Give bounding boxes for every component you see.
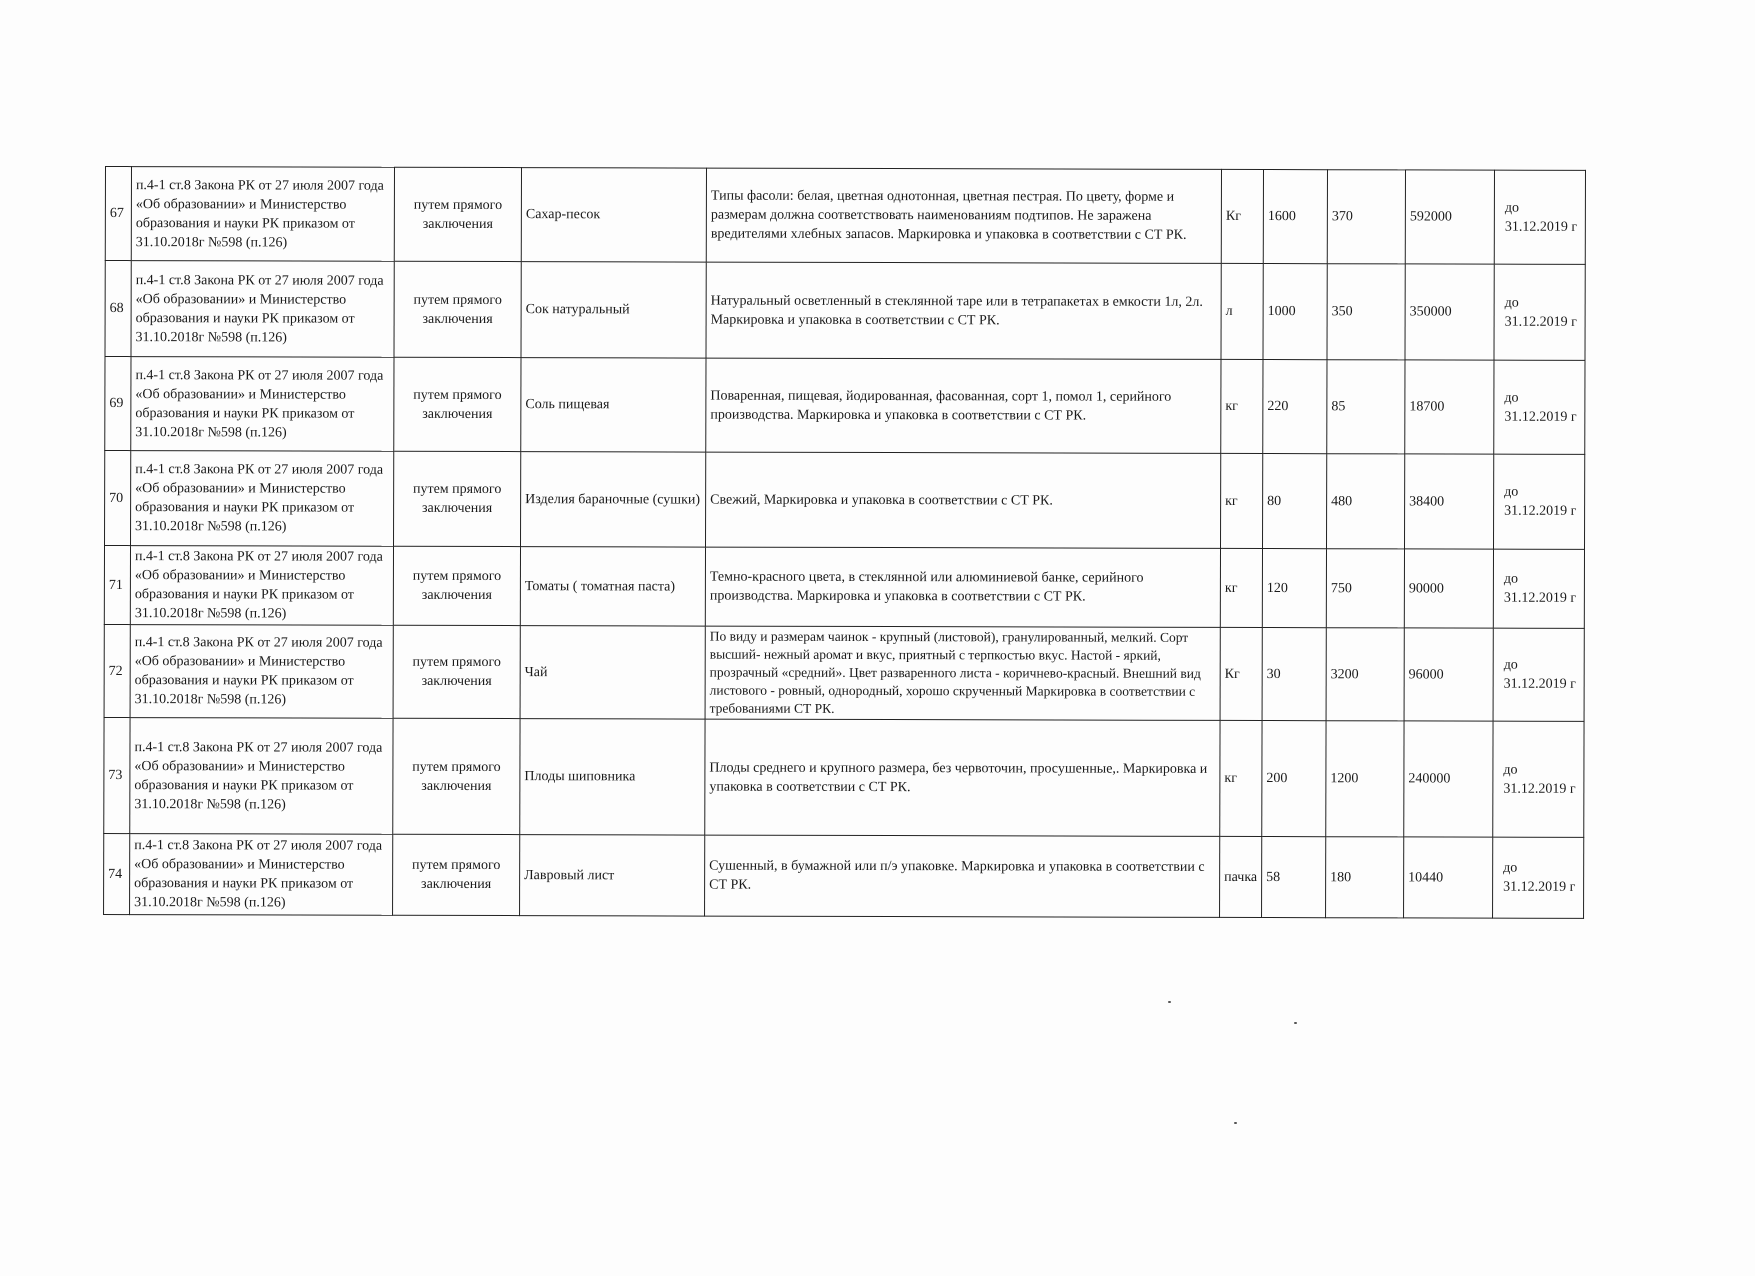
delivery-deadline [1493, 549, 1584, 628]
legal-basis: п.4-1 ст.8 Закона РК от 27 июля 2007 года «Об образовании» и Министерство образования и науки РК приказом от 31.10.2018г №598 (п.126) [131, 261, 394, 358]
quantity: 220 [1263, 360, 1327, 454]
unit-price: 3200 [1326, 628, 1404, 721]
legal-basis: п.4-1 ст.8 Закона РК от 27 июля 2007 года «Об образовании» и Министерство образования и науки РК приказом от 31.10.2018г №598 (п.126) [130, 546, 393, 626]
table-row [104, 624, 1584, 721]
row-number: 71 [104, 546, 130, 625]
procurement-method: путем прямого заключения [393, 718, 520, 834]
row-number: 73 [104, 717, 130, 833]
quantity: 30 [1262, 628, 1326, 721]
item-name: Соль пищевая [521, 358, 706, 452]
procurement-method: путем прямого заключения [393, 834, 520, 915]
unit-price: 1200 [1326, 721, 1404, 837]
total-amount: 592000 [1405, 170, 1494, 264]
row-number: 72 [104, 624, 130, 717]
legal-basis: п.4-1 ст.8 Закона РК от 27 июля 2007 года «Об образовании» и Министерство образования и науки РК приказом от 31.10.2018г №598 (п.126) [130, 718, 393, 835]
item-name: Чай [520, 626, 705, 719]
row-number: 70 [105, 451, 131, 546]
item-description: Натуральный осветленный в стеклянной таре или в тетрапакетах в емкости 1л, 2л. Маркировка и упаковка в соответствии с СТ РК. [706, 262, 1221, 359]
deadline-text: до 31.12.2019 г [1503, 860, 1576, 895]
scan-speck [1168, 1001, 1171, 1003]
procurement-method: путем прямого заключения [394, 357, 521, 451]
delivery-deadline [1494, 360, 1585, 454]
unit: л [1221, 263, 1263, 359]
unit-price: 750 [1326, 549, 1404, 628]
quantity: 80 [1263, 454, 1327, 549]
legal-basis: п.4-1 ст.8 Закона РК от 27 июля 2007 года «Об образовании» и Министерство образования и науки РК приказом от 31.10.2018г №598 (п.126) [131, 451, 394, 547]
delivery-deadline [1494, 170, 1585, 264]
item-description: По виду и размерам чаинок - крупный (листовой), гранулированный, мелкий. Сорт высший- нежный аромат и вкус, приятный с терпкостью вкус. Настой - яркий, прозрачный «средний». Цвет разваренного листа - коричнево-красный. Внешний вид листового - ровный, однородный, хорошо скрученный Маркировка в соответствии с требованиями СТ РК. [705, 626, 1220, 720]
total-amount: 90000 [1404, 549, 1493, 628]
table-row [104, 717, 1584, 837]
table-row [104, 546, 1584, 629]
scan-speck [1294, 1022, 1297, 1024]
procurement-method: путем прямого заключения [394, 261, 521, 357]
delivery-deadline [1493, 628, 1584, 721]
quantity: 200 [1262, 721, 1326, 837]
procurement-method: путем прямого заключения [393, 546, 520, 625]
item-name: Сок натуральный [521, 262, 706, 358]
item-name: Томаты ( томатная паста) [520, 547, 705, 626]
total-amount: 10440 [1404, 837, 1493, 918]
delivery-deadline [1494, 454, 1585, 549]
unit: кг [1220, 720, 1262, 836]
deadline-text: до 31.12.2019 г [1504, 200, 1578, 235]
row-number: 68 [105, 261, 131, 357]
item-description: Плоды среднего и крупного размера, без червоточин, просушенные,. Маркировка и упаковка в соответствии с СТ РК. [705, 719, 1220, 836]
scan-speck [1234, 1122, 1237, 1124]
item-name: Плоды шиповника [520, 719, 705, 835]
unit: кг [1220, 548, 1262, 627]
item-description: Поваренная, пищевая, йодированная, фасованная, сорт 1, помол 1, серийного производства. Маркировка и упаковка в соответствии с СТ РК. [706, 358, 1221, 453]
quantity: 120 [1262, 549, 1326, 628]
row-number: 69 [105, 357, 131, 451]
procurement-table [103, 166, 1586, 919]
unit-price: 85 [1327, 360, 1405, 454]
item-name: Лавровый лист [520, 835, 705, 916]
total-amount: 350000 [1405, 264, 1494, 360]
row-number: 67 [105, 167, 131, 261]
quantity: 58 [1262, 837, 1326, 918]
table-row [105, 167, 1585, 265]
table-row [105, 451, 1585, 550]
legal-basis: п.4-1 ст.8 Закона РК от 27 июля 2007 года «Об образовании» и Министерство образования и науки РК приказом от 31.10.2018г №598 (п.126) [131, 167, 394, 262]
legal-basis: п.4-1 ст.8 Закона РК от 27 июля 2007 года «Об образовании» и Министерство образования и науки РК приказом от 31.10.2018г №598 (п.126) [130, 625, 393, 719]
deadline-text: до 31.12.2019 г [1503, 762, 1576, 797]
delivery-deadline [1493, 721, 1584, 837]
unit-price: 370 [1327, 170, 1405, 264]
table-row [105, 357, 1585, 455]
delivery-deadline [1494, 264, 1585, 360]
deadline-text: до 31.12.2019 г [1503, 657, 1576, 692]
delivery-deadline [1493, 837, 1584, 918]
item-name: Изделия бараночные (сушки) [521, 452, 706, 547]
table-row [104, 833, 1584, 918]
deadline-text: до 31.12.2019 г [1504, 390, 1577, 425]
total-amount: 18700 [1405, 360, 1494, 454]
procurement-method: путем прямого заключения [394, 451, 521, 546]
legal-basis: п.4-1 ст.8 Закона РК от 27 июля 2007 года «Об образовании» и Министерство образования и науки РК приказом от 31.10.2018г №598 (п.126) [131, 357, 394, 452]
unit-price: 480 [1327, 454, 1405, 549]
unit: Кг [1220, 627, 1262, 720]
deadline-text: до 31.12.2019 г [1504, 295, 1577, 330]
total-amount: 96000 [1404, 628, 1493, 721]
unit: кг [1221, 359, 1263, 453]
item-description: Типы фасоли: белая, цветная однотонная, цветная пестрая. По цвету, форме и размерам должна соответствовать наименованиям подтипов. Не заражена вредителями хлебных запасов. Маркировка и упаковка в соответствии с СТ РК. [706, 168, 1221, 263]
unit: пачка [1220, 836, 1262, 917]
table-row [105, 261, 1585, 361]
item-name: Сахар-песок [521, 168, 706, 262]
procurement-method: путем прямого заключения [394, 167, 521, 261]
deadline-text: до 31.12.2019 г [1504, 484, 1577, 519]
item-description: Темно-красного цвета, в стеклянной или алюминиевой банке, серийного производства. Маркировка и упаковка в соответствии с СТ РК. [705, 547, 1220, 627]
quantity: 1000 [1263, 264, 1327, 360]
item-description: Сушенный, в бумажной или п/э упаковке. Маркировка и упаковка в соответствии с СТ РК. [705, 835, 1220, 917]
legal-basis: п.4-1 ст.8 Закона РК от 27 июля 2007 года «Об образовании» и Министерство образования и науки РК приказом от 31.10.2018г №598 (п.126) [130, 834, 393, 916]
total-amount: 240000 [1404, 721, 1493, 837]
unit-price: 180 [1326, 837, 1404, 918]
total-amount: 38400 [1405, 454, 1494, 549]
unit: кг [1221, 453, 1263, 548]
quantity: 1600 [1263, 170, 1327, 264]
unit-price: 350 [1327, 264, 1405, 360]
deadline-text: до 31.12.2019 г [1503, 571, 1577, 606]
procurement-method: путем прямого заключения [393, 625, 520, 718]
unit: Кг [1221, 169, 1263, 263]
row-number: 74 [104, 833, 130, 914]
item-description: Свежий, Маркировка и упаковка в соответствии с СТ РК. [706, 452, 1221, 548]
